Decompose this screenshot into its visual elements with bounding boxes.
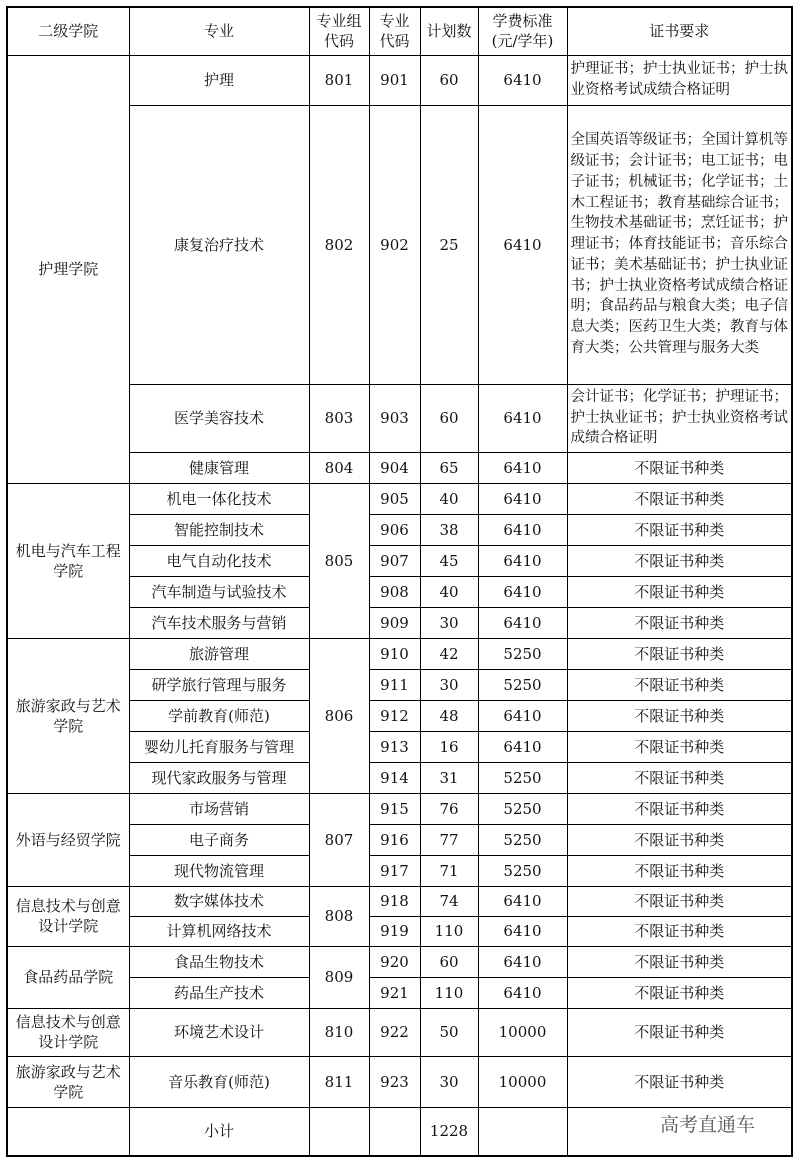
certificate-cell: 不限证书种类 <box>567 977 792 1008</box>
major-cell: 数字媒体技术 <box>129 886 309 916</box>
plan-count-cell: 71 <box>420 855 478 886</box>
group-code-cell: 807 <box>309 793 369 886</box>
plan-count-cell: 30 <box>420 607 478 638</box>
plan-count-cell: 30 <box>420 669 478 700</box>
major-code-cell: 910 <box>369 638 420 669</box>
plan-count-cell: 31 <box>420 762 478 793</box>
college-cell: 机电与汽车工程学院 <box>7 483 129 638</box>
certificate-cell: 不限证书种类 <box>567 576 792 607</box>
header-college: 二级学院 <box>7 7 129 55</box>
tuition-cell: 5250 <box>478 793 567 824</box>
group-code-cell: 809 <box>309 946 369 1008</box>
group-code-cell: 803 <box>309 384 369 452</box>
major-cell: 医学美容技术 <box>129 384 309 452</box>
major-cell: 学前教育(师范) <box>129 700 309 731</box>
tuition-cell: 6410 <box>478 105 567 384</box>
tuition-cell: 5250 <box>478 824 567 855</box>
plan-count-cell: 40 <box>420 576 478 607</box>
empty-cell <box>7 1107 129 1156</box>
plan-count-cell: 50 <box>420 1008 478 1056</box>
table-row <box>7 638 792 669</box>
certificate-cell: 不限证书种类 <box>567 483 792 514</box>
certificate-cell: 不限证书种类 <box>567 731 792 762</box>
certificate-cell: 不限证书种类 <box>567 824 792 855</box>
certificate-cell: 不限证书种类 <box>567 452 792 483</box>
major-cell: 计算机网络技术 <box>129 916 309 946</box>
tuition-cell: 6410 <box>478 916 567 946</box>
major-cell: 食品生物技术 <box>129 946 309 977</box>
table-row <box>7 886 792 916</box>
group-code-cell: 808 <box>309 886 369 946</box>
tuition-cell: 6410 <box>478 55 567 105</box>
major-cell: 现代家政服务与管理 <box>129 762 309 793</box>
plan-count-cell: 110 <box>420 916 478 946</box>
certificate-cell: 不限证书种类 <box>567 762 792 793</box>
certificate-cell: 不限证书种类 <box>567 916 792 946</box>
group-code-cell: 806 <box>309 638 369 793</box>
certificate-cell: 不限证书种类 <box>567 886 792 916</box>
plan-count-cell: 60 <box>420 384 478 452</box>
major-cell: 电子商务 <box>129 824 309 855</box>
college-cell: 食品药品学院 <box>7 946 129 1008</box>
major-code-cell: 923 <box>369 1056 420 1107</box>
major-code-cell: 901 <box>369 55 420 105</box>
tuition-cell: 6410 <box>478 607 567 638</box>
tuition-cell: 6410 <box>478 886 567 916</box>
tuition-cell: 6410 <box>478 576 567 607</box>
tuition-cell: 6410 <box>478 514 567 545</box>
major-code-cell: 914 <box>369 762 420 793</box>
plan-count-cell: 40 <box>420 483 478 514</box>
table-row <box>7 55 792 105</box>
plan-count-cell: 77 <box>420 824 478 855</box>
major-cell: 环境艺术设计 <box>129 1008 309 1056</box>
major-code-cell: 903 <box>369 384 420 452</box>
plan-count-cell: 65 <box>420 452 478 483</box>
certificate-cell: 全国英语等级证书；全国计算机等级证书；会计证书；电工证书；电子证书；机械证书；化学证书；土木工程证书；教育基础综合证书；生物技术基础证书；烹饪证书；护理证书；体育技能证书；音乐综合证书；美术基础证书；护士执业证书；护士执业资格考试成绩合格证明；食品药品与粮食大类；电子信息大类；医药卫生大类；教育与体育大类；公共管理与服务大类 <box>567 105 792 384</box>
tuition-cell: 6410 <box>478 946 567 977</box>
college-cell: 信息技术与创意设计学院 <box>7 886 129 946</box>
header-major: 专业 <box>129 7 309 55</box>
major-code-cell: 906 <box>369 514 420 545</box>
major-code-cell: 908 <box>369 576 420 607</box>
major-cell: 婴幼儿托育服务与管理 <box>129 731 309 762</box>
major-code-cell: 913 <box>369 731 420 762</box>
tuition-cell: 5250 <box>478 762 567 793</box>
tuition-cell: 6410 <box>478 452 567 483</box>
major-code-cell: 911 <box>369 669 420 700</box>
group-code-cell: 802 <box>309 105 369 384</box>
empty-cell <box>309 1107 369 1156</box>
certificate-cell: 会计证书；化学证书；护理证书；护士执业证书；护士执业资格考试成绩合格证明 <box>567 384 792 452</box>
college-cell: 信息技术与创意设计学院 <box>7 1008 129 1056</box>
major-code-cell: 916 <box>369 824 420 855</box>
table-row <box>7 483 792 514</box>
certificate-cell: 不限证书种类 <box>567 946 792 977</box>
major-cell: 健康管理 <box>129 452 309 483</box>
college-cell: 外语与经贸学院 <box>7 793 129 886</box>
college-cell: 旅游家政与艺术学院 <box>7 1056 129 1107</box>
certificate-cell: 护理证书；护士执业证书；护士执业资格考试成绩合格证明 <box>567 55 792 105</box>
group-code-cell: 811 <box>309 1056 369 1107</box>
header-certificate: 证书要求 <box>567 7 792 55</box>
tuition-cell: 5250 <box>478 638 567 669</box>
plan-count-cell: 25 <box>420 105 478 384</box>
major-code-cell: 902 <box>369 105 420 384</box>
certificate-cell: 不限证书种类 <box>567 669 792 700</box>
plan-count-cell: 74 <box>420 886 478 916</box>
major-code-cell: 922 <box>369 1008 420 1056</box>
major-code-cell: 905 <box>369 483 420 514</box>
group-code-cell: 810 <box>309 1008 369 1056</box>
watermark-text: 高考直通车 <box>660 1114 756 1136</box>
group-code-cell: 801 <box>309 55 369 105</box>
major-code-cell: 919 <box>369 916 420 946</box>
empty-cell <box>369 1107 420 1156</box>
major-cell: 现代物流管理 <box>129 855 309 886</box>
plan-count-cell: 76 <box>420 793 478 824</box>
tuition-cell: 10000 <box>478 1008 567 1056</box>
major-code-cell: 920 <box>369 946 420 977</box>
plan-count-cell: 48 <box>420 700 478 731</box>
major-code-cell: 915 <box>369 793 420 824</box>
major-code-cell: 909 <box>369 607 420 638</box>
college-cell: 护理学院 <box>7 55 129 483</box>
certificate-cell: 不限证书种类 <box>567 1008 792 1056</box>
table-row <box>7 1056 792 1107</box>
tuition-cell: 6410 <box>478 545 567 576</box>
certificate-cell: 不限证书种类 <box>567 793 792 824</box>
tuition-cell: 6410 <box>478 483 567 514</box>
certificate-cell: 不限证书种类 <box>567 514 792 545</box>
tuition-cell: 6410 <box>478 700 567 731</box>
header-row <box>7 7 792 55</box>
college-cell: 旅游家政与艺术学院 <box>7 638 129 793</box>
table-row <box>7 1008 792 1056</box>
major-cell: 康复治疗技术 <box>129 105 309 384</box>
major-cell: 药品生产技术 <box>129 977 309 1008</box>
major-code-cell: 912 <box>369 700 420 731</box>
header-group-code: 专业组 代码 <box>309 7 369 55</box>
major-cell: 电气自动化技术 <box>129 545 309 576</box>
certificate-cell: 不限证书种类 <box>567 1056 792 1107</box>
tuition-cell: 5250 <box>478 669 567 700</box>
major-code-cell: 917 <box>369 855 420 886</box>
major-cell: 机电一体化技术 <box>129 483 309 514</box>
certificate-cell: 不限证书种类 <box>567 700 792 731</box>
major-cell: 汽车制造与试验技术 <box>129 576 309 607</box>
major-cell: 汽车技术服务与营销 <box>129 607 309 638</box>
certificate-cell: 不限证书种类 <box>567 638 792 669</box>
header-major-code: 专业 代码 <box>369 7 420 55</box>
major-cell: 市场营销 <box>129 793 309 824</box>
plan-count-cell: 42 <box>420 638 478 669</box>
plan-count-cell: 38 <box>420 514 478 545</box>
tuition-cell: 6410 <box>478 977 567 1008</box>
tuition-cell: 6410 <box>478 731 567 762</box>
plan-count-cell: 60 <box>420 946 478 977</box>
table-row <box>7 793 792 824</box>
major-cell: 旅游管理 <box>129 638 309 669</box>
group-code-cell: 805 <box>309 483 369 638</box>
certificate-cell: 不限证书种类 <box>567 545 792 576</box>
subtotal-plan-count: 1228 <box>420 1107 478 1156</box>
empty-cell <box>478 1107 567 1156</box>
header-plan-count: 计划数 <box>420 7 478 55</box>
tuition-cell: 10000 <box>478 1056 567 1107</box>
plan-count-cell: 110 <box>420 977 478 1008</box>
major-code-cell: 907 <box>369 545 420 576</box>
subtotal-label: 小计 <box>129 1107 309 1156</box>
header-tuition: 学费标准 (元/学年) <box>478 7 567 55</box>
major-cell: 智能控制技术 <box>129 514 309 545</box>
major-code-cell: 918 <box>369 886 420 916</box>
major-code-cell: 921 <box>369 977 420 1008</box>
certificate-cell: 不限证书种类 <box>567 855 792 886</box>
certificate-cell: 不限证书种类 <box>567 607 792 638</box>
plan-count-cell: 16 <box>420 731 478 762</box>
tuition-cell: 6410 <box>478 384 567 452</box>
group-code-cell: 804 <box>309 452 369 483</box>
enrollment-plan-table <box>6 6 793 1157</box>
plan-count-cell: 60 <box>420 55 478 105</box>
major-cell: 研学旅行管理与服务 <box>129 669 309 700</box>
tuition-cell: 5250 <box>478 855 567 886</box>
table-row <box>7 946 792 977</box>
major-cell: 音乐教育(师范) <box>129 1056 309 1107</box>
major-code-cell: 904 <box>369 452 420 483</box>
plan-count-cell: 30 <box>420 1056 478 1107</box>
plan-count-cell: 45 <box>420 545 478 576</box>
major-cell: 护理 <box>129 55 309 105</box>
